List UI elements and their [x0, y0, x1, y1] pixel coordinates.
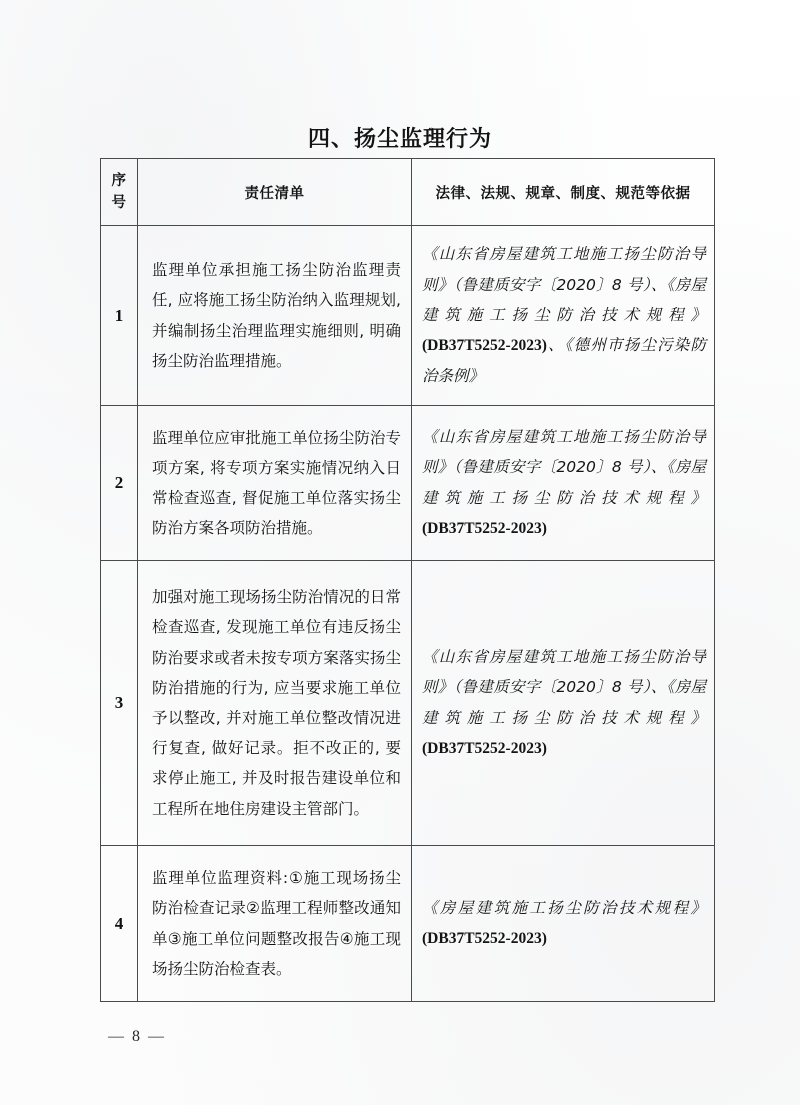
row-basis-text: [412, 846, 715, 1002]
column-header-sequence-line1: 序: [111, 172, 127, 189]
basis-standard-code: (DB37T5252-2023): [422, 739, 547, 757]
table-row: [101, 226, 715, 406]
basis-standard-code: (DB37T5252-2023): [422, 337, 547, 355]
basis-standard-code: (DB37T5252-2023): [422, 519, 547, 537]
row-duty-text: 监理单位监理资料:①施工现场扬尘防治检查记录②监理工程师整改通知单③施工单位问题整改报告④施工现场扬尘防治检查表。: [138, 846, 412, 1002]
responsibility-table: [100, 158, 715, 1002]
basis-prefix: 《山东省房屋建筑工地施工扬尘防治导则》（鲁建质安字〔2020〕8 号）、《房屋建筑施工扬尘防治技术规程》: [422, 648, 706, 727]
table-body: [101, 226, 715, 1002]
table-row: [101, 561, 715, 846]
row-sequence-number: 2: [101, 406, 138, 561]
column-header-duty-list: 责任清单: [138, 159, 412, 226]
page-number: — 8 —: [108, 1028, 166, 1045]
row-duty-text: 监理单位应审批施工单位扬尘防治专项方案, 将专项方案实施情况纳入日常检查巡查, 督促施工单位落实扬尘防治方案各项防治措施。: [138, 406, 412, 561]
row-sequence-number: 3: [101, 561, 138, 846]
basis-prefix: 《房屋建筑施工扬尘防治技术规程》: [422, 898, 706, 917]
row-duty-text: 监理单位承担施工扬尘防治监理责任, 应将施工扬尘防治纳入监理规划, 并编制扬尘治理监理实施细则, 明确扬尘防治监理措施。: [138, 226, 412, 406]
row-basis-text: [412, 406, 715, 561]
row-basis-text: [412, 561, 715, 846]
column-header-legal-basis: 法律、法规、规章、制度、规范等依据: [412, 159, 715, 226]
table-header-row: [101, 159, 715, 226]
row-sequence-number: 1: [101, 226, 138, 406]
table-row: [101, 846, 715, 1002]
basis-prefix: 《山东省房屋建筑工地施工扬尘防治导则》（鲁建质安字〔2020〕8 号）、《房屋建筑施工扬尘防治技术规程》: [422, 428, 706, 507]
basis-standard-code: (DB37T5252-2023): [422, 930, 547, 947]
basis-suffix: 、《德州市扬尘污染防治条例》: [422, 336, 706, 386]
column-header-sequence-line2: 号: [111, 195, 127, 211]
table-row: [101, 406, 715, 561]
basis-prefix: 《山东省房屋建筑工地施工扬尘防治导则》（鲁建质安字〔2020〕8 号）、《房屋建筑施工扬尘防治技术规程》: [422, 245, 706, 324]
table-header: [101, 159, 715, 226]
row-duty-text: 加强对施工现场扬尘防治情况的日常检查巡查, 发现施工单位有违反扬尘防治要求或者未按专项方案落实扬尘防治措施的行为, 应当要求施工单位予以整改, 并对施工单位整改情况进行复查, 做好记录。拒不改正的, 要求停止施工, 并及时报告建设单位和工程所在地住房建设主管部门。: [138, 561, 412, 846]
column-header-sequence: [101, 159, 138, 226]
row-basis-text: [412, 226, 715, 406]
row-sequence-number: 4: [101, 846, 138, 1002]
page-title: 四、扬尘监理行为: [307, 127, 492, 152]
